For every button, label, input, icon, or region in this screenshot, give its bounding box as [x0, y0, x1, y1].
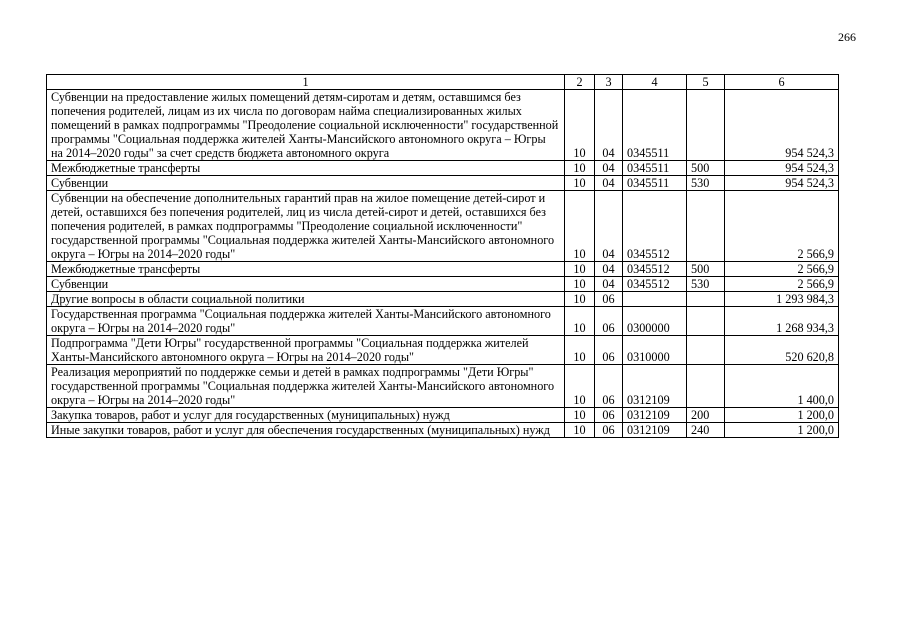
- table-row: [47, 191, 839, 262]
- amount-cell: 1 200,0: [725, 408, 839, 423]
- table-header-row: [47, 75, 839, 90]
- table-row: [47, 336, 839, 365]
- row-name-cell: Государственная программа "Социальная поддержка жителей Ханты-Мансийского автономного округа – Югры на 2014–2020 годы": [47, 307, 565, 336]
- target-article-cell: 0300000: [623, 307, 687, 336]
- row-name-cell: Подпрограмма "Дети Югры" государственной программы "Социальная поддержка жителей Ханты-Мансийского автономного округа – Югры на 2014–2020 годы": [47, 336, 565, 365]
- column-header: 4: [623, 75, 687, 90]
- amount-cell: 2 566,9: [725, 277, 839, 292]
- expense-type-cell: 530: [687, 176, 725, 191]
- section-code-cell: 10: [565, 277, 595, 292]
- target-article-cell: 0345511: [623, 161, 687, 176]
- table-row: [47, 365, 839, 408]
- section-code-cell: 10: [565, 423, 595, 438]
- expense-type-cell: [687, 90, 725, 161]
- amount-cell: 1 400,0: [725, 365, 839, 408]
- amount-cell: 2 566,9: [725, 191, 839, 262]
- subsection-code-cell: 06: [595, 307, 623, 336]
- expense-type-cell: 500: [687, 262, 725, 277]
- section-code-cell: 10: [565, 292, 595, 307]
- target-article-cell: 0312109: [623, 408, 687, 423]
- row-name-cell: Субвенции на обеспечение дополнительных гарантий прав на жилое помещение детей-сирот и детей, оставшихся без попечения родителей, лиц из числа детей-сирот и детей, оставшихся без попечения родителей, в рамках подпрограммы "Преодоление социальной исключенности" государственной программы "Социальная поддержка жителей Ханты-Мансийского автономного округа – Югры на 2014–2020 годы": [47, 191, 565, 262]
- section-code-cell: 10: [565, 161, 595, 176]
- target-article-cell: 0310000: [623, 336, 687, 365]
- amount-cell: 954 524,3: [725, 90, 839, 161]
- amount-cell: 1 293 984,3: [725, 292, 839, 307]
- column-header: 3: [595, 75, 623, 90]
- target-article-cell: [623, 292, 687, 307]
- expense-type-cell: 200: [687, 408, 725, 423]
- table-row: [47, 176, 839, 191]
- column-header: 6: [725, 75, 839, 90]
- section-code-cell: 10: [565, 307, 595, 336]
- row-name-cell: Межбюджетные трансферты: [47, 262, 565, 277]
- row-name-cell: Субвенции на предоставление жилых помещений детям-сиротам и детям, оставшимся без попечения родителей, лицам из их числа по договорам найма специализированных жилых помещений в рамках подпрограммы "Преодоление социальной исключенности" государственной программы "Социальная поддержка жителей Ханты-Мансийского автономного округа – Югры на 2014–2020 годы" за счет средств бюджета автономного округа: [47, 90, 565, 161]
- table-row: [47, 292, 839, 307]
- amount-cell: 1 268 934,3: [725, 307, 839, 336]
- target-article-cell: 0312109: [623, 423, 687, 438]
- row-name-cell: Межбюджетные трансферты: [47, 161, 565, 176]
- amount-cell: 954 524,3: [725, 176, 839, 191]
- expense-type-cell: 530: [687, 277, 725, 292]
- row-name-cell: Другие вопросы в области социальной политики: [47, 292, 565, 307]
- subsection-code-cell: 04: [595, 90, 623, 161]
- subsection-code-cell: 04: [595, 262, 623, 277]
- table-row: [47, 90, 839, 161]
- section-code-cell: 10: [565, 408, 595, 423]
- expense-type-cell: [687, 365, 725, 408]
- subsection-code-cell: 06: [595, 336, 623, 365]
- section-code-cell: 10: [565, 336, 595, 365]
- target-article-cell: 0345512: [623, 262, 687, 277]
- table-row: [47, 161, 839, 176]
- section-code-cell: 10: [565, 176, 595, 191]
- row-name-cell: Реализация мероприятий по поддержке семьи и детей в рамках подпрограммы "Дети Югры" государственной программы "Социальная поддержка жителей Ханты-Мансийского автономного округа – Югры на 2014–2020 годы": [47, 365, 565, 408]
- row-name-cell: Иные закупки товаров, работ и услуг для обеспечения государственных (муниципальных) нужд: [47, 423, 565, 438]
- subsection-code-cell: 04: [595, 277, 623, 292]
- section-code-cell: 10: [565, 191, 595, 262]
- target-article-cell: 0345512: [623, 191, 687, 262]
- target-article-cell: 0345512: [623, 277, 687, 292]
- column-header: 1: [47, 75, 565, 90]
- row-name-cell: Субвенции: [47, 176, 565, 191]
- subsection-code-cell: 04: [595, 161, 623, 176]
- section-code-cell: 10: [565, 262, 595, 277]
- expense-type-cell: [687, 307, 725, 336]
- subsection-code-cell: 06: [595, 423, 623, 438]
- table-row: [47, 277, 839, 292]
- target-article-cell: 0345511: [623, 176, 687, 191]
- amount-cell: 1 200,0: [725, 423, 839, 438]
- expense-type-cell: [687, 191, 725, 262]
- expense-type-cell: 500: [687, 161, 725, 176]
- budget-table: [46, 74, 839, 438]
- page-number: 266: [838, 30, 856, 44]
- subsection-code-cell: 06: [595, 365, 623, 408]
- row-name-cell: Закупка товаров, работ и услуг для государственных (муниципальных) нужд: [47, 408, 565, 423]
- section-code-cell: 10: [565, 90, 595, 161]
- section-code-cell: 10: [565, 365, 595, 408]
- table-row: [47, 408, 839, 423]
- target-article-cell: 0345511: [623, 90, 687, 161]
- target-article-cell: 0312109: [623, 365, 687, 408]
- amount-cell: 954 524,3: [725, 161, 839, 176]
- column-header: 2: [565, 75, 595, 90]
- amount-cell: 520 620,8: [725, 336, 839, 365]
- subsection-code-cell: 06: [595, 408, 623, 423]
- expense-type-cell: 240: [687, 423, 725, 438]
- subsection-code-cell: 04: [595, 191, 623, 262]
- expense-type-cell: [687, 336, 725, 365]
- table-row: [47, 262, 839, 277]
- subsection-code-cell: 06: [595, 292, 623, 307]
- table-row: [47, 307, 839, 336]
- amount-cell: 2 566,9: [725, 262, 839, 277]
- table-row: [47, 423, 839, 438]
- subsection-code-cell: 04: [595, 176, 623, 191]
- expense-type-cell: [687, 292, 725, 307]
- row-name-cell: Субвенции: [47, 277, 565, 292]
- column-header: 5: [687, 75, 725, 90]
